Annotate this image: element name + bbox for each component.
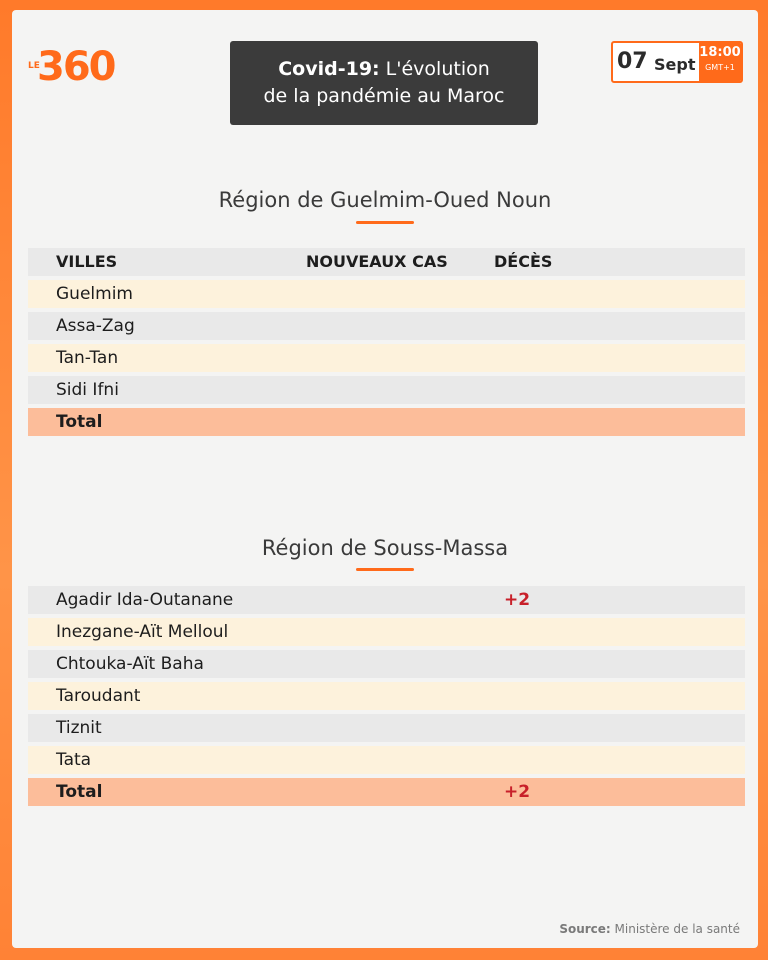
table-row (28, 714, 745, 742)
table-header-row (28, 248, 745, 276)
region-1-table (28, 248, 745, 440)
le360-logo (28, 44, 128, 94)
source-note (559, 922, 740, 936)
total-row (28, 778, 745, 806)
table-row (28, 376, 745, 404)
total-label: Total (56, 782, 103, 802)
header-nouveaux-cas: NOUVEAUX CAS (306, 252, 448, 271)
deaths-value: +2 (504, 590, 531, 610)
table-row (28, 312, 745, 340)
time-block (699, 43, 741, 81)
region-1-title: Région de Guelmim-Oued Noun (218, 188, 552, 212)
time-zone: GMT+1 (705, 63, 735, 72)
total-label: Total (56, 412, 103, 432)
table-row (28, 746, 745, 774)
table-row (28, 280, 745, 308)
table-row (28, 344, 745, 372)
city-name: Inezgane-Aït Melloul (56, 622, 229, 642)
city-name: Tan-Tan (56, 348, 119, 368)
time-value: 18:00 (699, 45, 741, 60)
region-2-title: Région de Souss-Massa (261, 536, 509, 560)
title-line-1 (230, 56, 538, 83)
region-2-underline (356, 568, 414, 571)
table-row (28, 618, 745, 646)
logo-prefix: LE (28, 61, 40, 71)
date-day: 07 (617, 49, 648, 74)
logo-number: 360 (37, 44, 115, 90)
region-1-underline (356, 221, 414, 224)
infographic-card (12, 10, 758, 948)
table-row (28, 650, 745, 678)
title-line1-rest: L'évolution (379, 58, 490, 80)
total-row (28, 408, 745, 436)
city-name: Assa-Zag (56, 316, 135, 336)
date-month: Sept (654, 55, 696, 74)
table-row (28, 682, 745, 710)
city-name: Tiznit (56, 718, 102, 738)
city-name: Sidi Ifni (56, 380, 119, 400)
date-badge (611, 41, 743, 83)
city-name: Chtouka-Aït Baha (56, 654, 204, 674)
title-line-2: de la pandémie au Maroc (263, 85, 505, 107)
city-name: Taroudant (56, 686, 141, 706)
table-row (28, 586, 745, 614)
total-deaths-value: +2 (504, 782, 531, 802)
header-deces: DÉCÈS (494, 252, 553, 271)
region-2-table (28, 586, 745, 810)
header-villes: VILLES (56, 252, 118, 271)
city-name: Guelmim (56, 284, 133, 304)
source-text: Ministère de la santé (610, 922, 740, 936)
title-box (230, 41, 538, 125)
city-name: Tata (56, 750, 92, 770)
source-label: Source: (559, 922, 611, 936)
title-bold: Covid-19: (278, 58, 380, 80)
city-name: Agadir Ida-Outanane (56, 590, 234, 610)
